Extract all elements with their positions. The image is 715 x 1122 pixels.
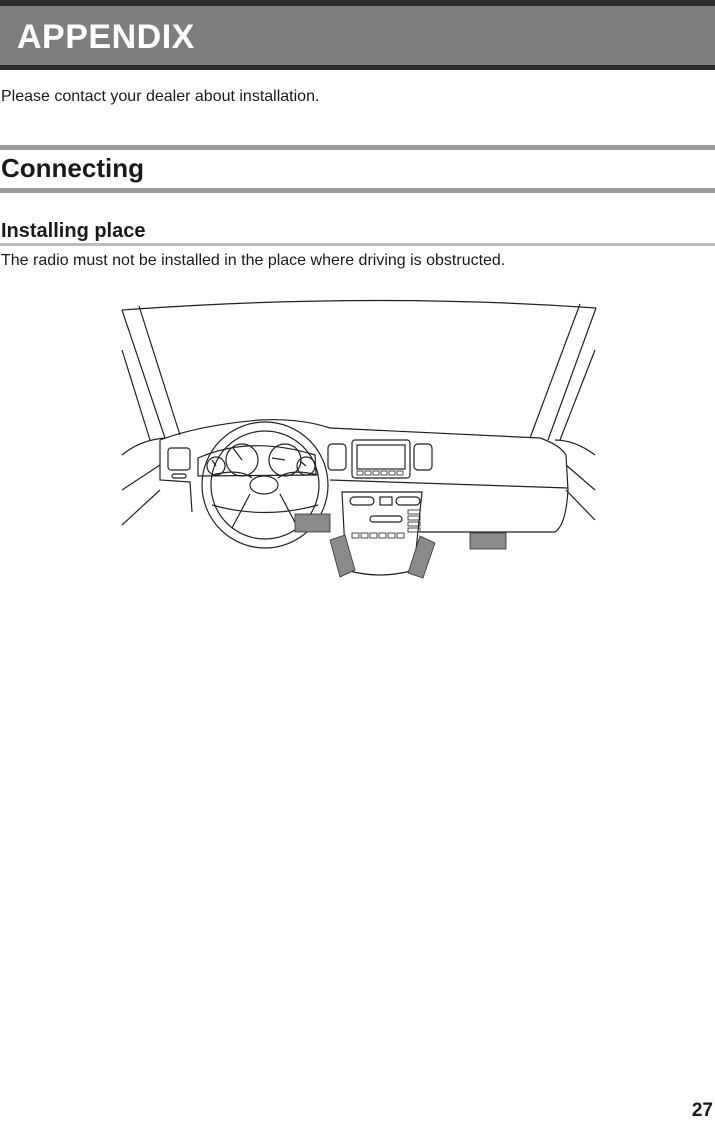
page-number: 27 <box>691 1100 713 1121</box>
restricted-area-left-knee <box>330 535 355 577</box>
section-rule-top <box>0 145 715 150</box>
head-unit <box>352 440 410 478</box>
subsection-rule <box>0 243 715 246</box>
subsection-title: Installing place <box>1 220 146 242</box>
intro-text: Please contact your dealer about installation. <box>1 88 320 105</box>
dashboard-body <box>122 420 595 532</box>
section-rule-bottom <box>0 188 715 193</box>
restricted-areas <box>295 514 506 578</box>
windshield <box>122 300 596 440</box>
subsection-text: The radio must not be installed in the place where driving is obstructed. <box>1 252 506 269</box>
restricted-area-right-knee <box>408 536 435 578</box>
appendix-title: APPENDIX <box>17 18 195 56</box>
section-title: Connecting <box>1 153 144 183</box>
instrument-cluster <box>198 444 316 476</box>
center-console <box>342 492 422 575</box>
dashboard-illustration <box>115 295 605 580</box>
restricted-area-column <box>295 514 330 532</box>
restricted-area-glovebox <box>470 533 506 549</box>
appendix-header-band <box>0 0 715 70</box>
